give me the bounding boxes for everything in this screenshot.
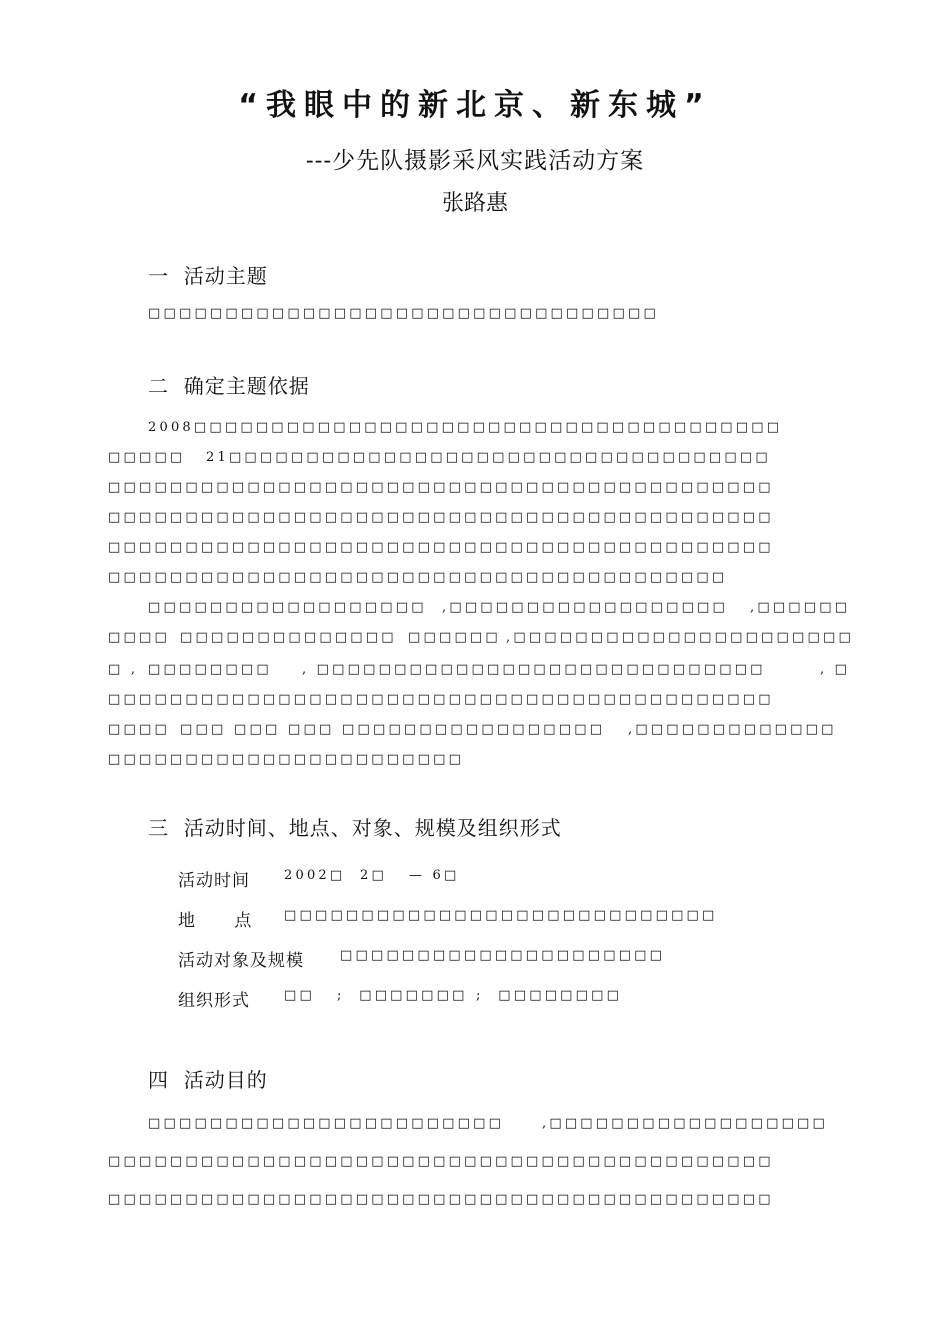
section-2-line: , □□□□□□□□□□□□□□□□□□□□□□□□□□□□□ — [302, 662, 766, 677]
document-subtitle: ---少先队摄影采风实践活动方案 — [305, 148, 645, 174]
activity-time-value: 2002□ 2□ — 6□ — [284, 868, 460, 883]
place-label: 地 点 — [178, 911, 253, 931]
section-1-line: □□□□□□□□□□□□□□□□□□□□□□□□□□□□□□□□□ — [148, 306, 659, 321]
target-value: □□□□□□□□□□□□□□□□□□□□□ — [340, 948, 666, 963]
section-2-line: □□□□□□□□□□□□□□□□□ — [342, 722, 606, 737]
section-4-line: □□□□□□□□□□□□□□□□□□□□□□□□□□□□□□□□□□□□□□□□□□□ — [108, 1154, 774, 1169]
section-2-line: 21□□□□□□□□□□□□□□□□□□□□□□□□□□□□□□□□□□□ — [206, 450, 771, 465]
section-1-heading: 一 活动主题 — [148, 264, 268, 288]
document-title: “我眼中的新北京、新东城” — [238, 88, 712, 123]
form-value: ; □□□□□□□□ — [476, 988, 623, 1003]
section-3-heading: 三 活动时间、地点、对象、规模及组织形式 — [148, 816, 562, 840]
section-2-line: ,□□□□□□□□□□□□□□□□□□□□□□ — [506, 630, 854, 645]
author-name: 张路惠 — [441, 191, 508, 216]
form-label: 组织形式 — [178, 991, 250, 1011]
section-2-line: ,□□□□□□□□□□□□□□□□□□ — [442, 600, 729, 615]
section-4-heading: 四 活动目的 — [148, 1068, 268, 1092]
section-2-line: , □ — [820, 662, 851, 677]
section-2-line: □□□□□□□□□□□□□□□□□□□□□□□ — [108, 752, 465, 767]
section-2-line: □□□ — [288, 722, 335, 737]
section-2-line: □□□ — [180, 722, 227, 737]
section-2-line: □ , — [108, 662, 139, 677]
section-2-line: □□□□ — [108, 630, 170, 645]
section-2-line: □□□□□ — [108, 450, 186, 465]
section-2-line: ,□□□□□□ — [750, 600, 851, 615]
section-2-line: 2008□□□□□□□□□□□□□□□□□□□□□□□□□□□□□□□□□□□□□□ — [148, 420, 783, 435]
section-2-line: □□□ — [234, 722, 281, 737]
section-2-line: □□□□□□ — [408, 630, 501, 645]
section-2-line: □□□□□□□□□□□□□□□□□□□□□□□□□□□□□□□□□□□□□□□□ — [108, 570, 728, 585]
section-2-heading: 二 确定主题依据 — [148, 374, 310, 398]
section-4-line: ,□□□□□□□□□□□□□□□□□□ — [542, 1116, 829, 1131]
section-4-line: □□□□□□□□□□□□□□□□□□□□□□□ — [148, 1116, 505, 1131]
section-2-line: □□□□□□□□□□□□□□□□□□□□□□□□□□□□□□□□□□□□□□□□□□□ — [108, 510, 774, 525]
section-2-line: □□□□□□□□□□□□□□□□□□ — [148, 600, 427, 615]
place-value: □□□□□□□□□□□□□□□□□□□□□□□□□□□□ — [284, 908, 718, 923]
target-label: 活动对象及规模 — [178, 951, 304, 971]
section-2-line: □□□□□□□□ — [148, 662, 272, 677]
activity-time-label: 活动时间 — [178, 871, 250, 891]
form-value: □□ ; □□□□□□□ — [284, 988, 468, 1003]
section-4-line: □□□□□□□□□□□□□□□□□□□□□□□□□□□□□□□□□□□□□□□□□□□ — [108, 1192, 774, 1207]
section-2-line: □□□□ — [108, 722, 170, 737]
section-2-line: □□□□□□□□□□□□□□□□□□□□□□□□□□□□□□□□□□□□□□□□□□□ — [108, 480, 774, 495]
section-2-line: □□□□□□□□□□□□□□□□□□□□□□□□□□□□□□□□□□□□□□□□□□□ — [108, 540, 774, 555]
section-2-line: ,□□□□□□□□□□□□□ — [628, 722, 837, 737]
section-2-line: □□□□□□□□□□□□□□ — [180, 630, 397, 645]
section-2-line: □□□□□□□□□□□□□□□□□□□□□□□□□□□□□□□□□□□□□□□□□□□ — [108, 692, 774, 707]
